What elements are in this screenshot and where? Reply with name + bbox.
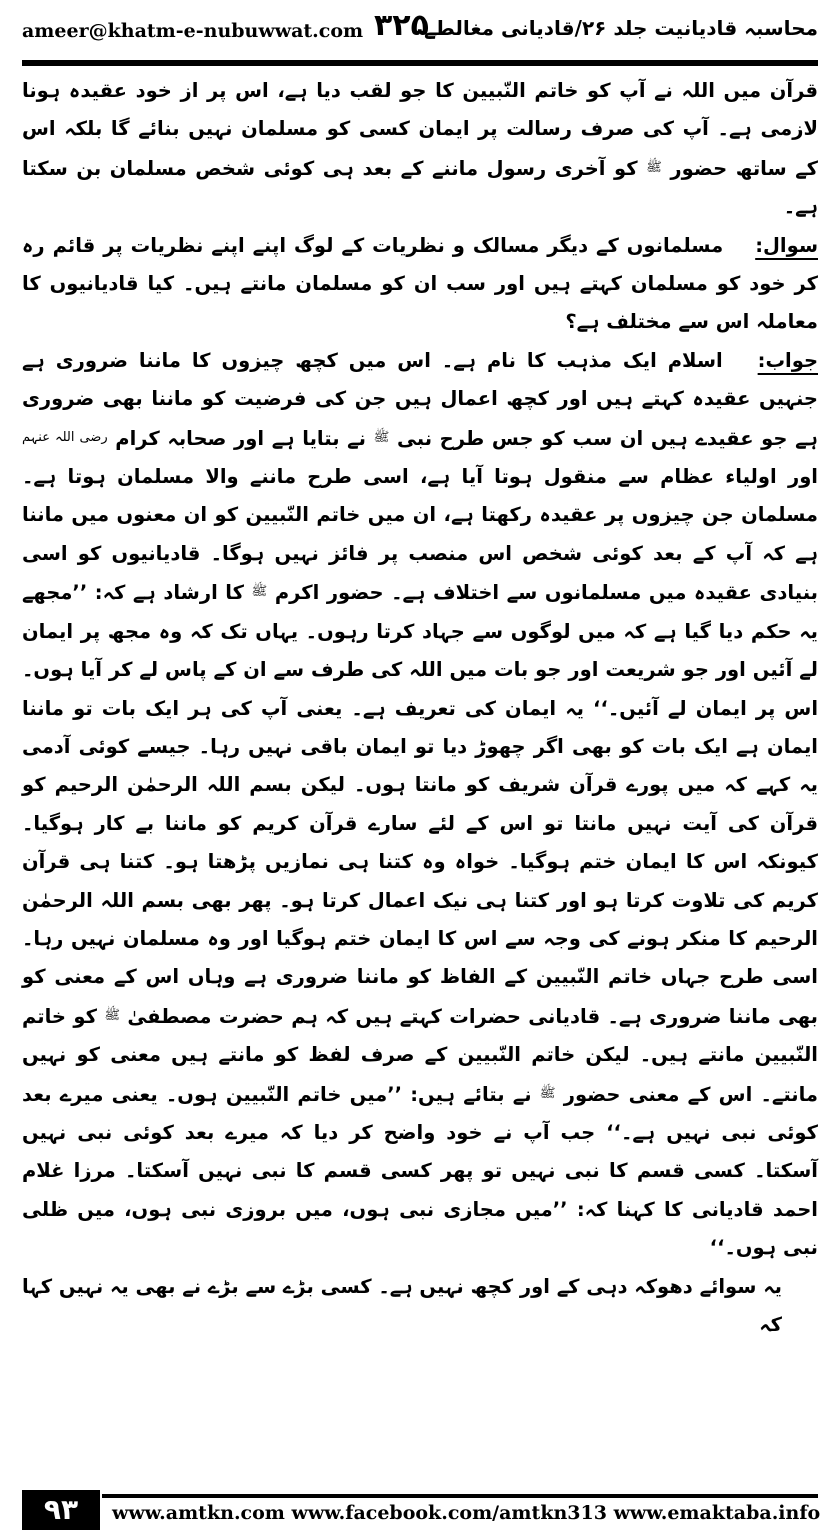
footer-links: www.amtkn.com www.facebook.com/amtkn313 www.emaktaba.info	[112, 1502, 821, 1524]
honorific-saw-icon: ﷺ	[104, 1007, 121, 1023]
question-paragraph	[22, 227, 818, 342]
question-label: سوال:	[755, 233, 818, 257]
honorific-saw-icon: ﷺ	[646, 159, 662, 175]
honorific-saw-icon: ﷺ	[373, 429, 390, 445]
header-page-number: ۳۲۵	[374, 8, 429, 43]
closing-line: یہ سوائے دھوکہ دہی کے اور کچھ نہیں ہے۔ کسی بڑے سے بڑے نے بھی یہ نہیں کہا کہ	[22, 1274, 782, 1336]
honorific-ra-icon: رضی اللہ عنہم	[22, 429, 108, 445]
running-title: محاسبہ قادیانیت جلد ۲۶/قادیانی مغالطے	[424, 16, 818, 40]
header-rule	[22, 60, 818, 66]
page-footer	[22, 1488, 821, 1534]
paragraph-intro: قرآن میں اللہ نے آپ کو خاتم النّبیین کا جو لقب دیا ہے، اس پر از خود عقیدہ ہونا لازمی ہے۔ آپ کی صرف رسالت پر ایمان کسی کو مسلمان نہیں بنائے گا بلکہ اس کے ساتھ حضور $^ﷺ$ کو آخری رسول ماننے کے بعد ہی کوئی شخص مسلمان بن سکتا ہے۔	[22, 79, 818, 219]
honorific-saw-icon: ﷺ	[539, 1085, 556, 1101]
footer-rule	[102, 1494, 818, 1498]
answer-label: جواب:	[757, 348, 818, 372]
page-header	[22, 6, 818, 54]
question-text: مسلمانوں کے دیگر مسالک و نظریات کے لوگ اپنے اپنے نظریات پر قائم رہ کر خود کو مسلمان کہتے ہیں اور سب ان کو مسلمان مانتے ہیں۔ کیا قادیانیوں کا معاملہ اس سے مختلف ہے؟	[22, 233, 818, 334]
footer-page-number: ۹۳	[22, 1490, 100, 1530]
header-email: ameer@khatm-e-nubuwwat.com	[22, 20, 364, 42]
body-text	[22, 72, 818, 1344]
answer-paragraph: جواب: اسلام ایک مذہب کا نام ہے۔ اس میں کچھ چیزوں کا ماننا ضروری ہے جنہیں عقیدہ کہتے ہیں اور کچھ اعمال ہیں جن کی فرضیت کو ماننا بھی ضروری ہے جو عقیدے ہیں ان سب کو جس طرح نبی $^ﷺ$ نے بتایا ہے اور صحابہ کرام $^{رضی اللہ عنہم}$ اور اولیاء عظام سے منقول ہوتا آیا ہے، اسی طرح ماننے والا مسلمان ہوتا ہے۔ مسلمان جن چیزوں پر عقیدہ رکھتا ہے، ان میں خاتم النّبیین کو ان معنوں میں ماننا ہے کہ آپ کے بعد کوئی شخص اس منصب پر فائز نہیں ہوگا۔ قادیانیوں کو اسی بنیادی عقیدہ میں مسلمانوں سے اختلاف ہے۔ حضور اکرم $^ﷺ$ کا ارشاد ہے کہ: ’’مجھے یہ حکم دیا گیا ہے کہ میں لوگوں سے جہاد کرتا رہوں۔ یہاں تک کہ وہ مجھ پر ایمان لے آئیں اور جو شریعت اور جو بات میں اللہ کی طرف سے ان کے پاس لے کر آیا ہوں۔ اس پر ایمان لے آئیں۔‘‘ یہ ایمان کی تعریف ہے۔ یعنی آپ کی ہر ایک بات تو ماننا ایمان ہے ایک بات کو بھی اگر چھوڑ دیا تو ایمان باقی نہیں رہا۔ جیسے کوئی آدمی یہ کہے کہ میں پورے قرآن شریف کو مانتا ہوں۔ لیکن بسم اللہ الرحمٰن الرحیم کو قرآن کی آیت نہیں مانتا تو اس کے لئے سارے قرآن کریم کو ماننا بے کار ہوگیا۔ کیونکہ اس کا ایمان ختم ہوگیا۔ خواہ وہ کتنا ہی نمازیں پڑھتا ہو۔ کتنا ہی قرآن کریم کی تلاوت کرتا ہو اور کتنا ہی نیک اعمال کرتا ہو۔ پھر بھی بسم اللہ الرحمٰن الرحیم کا منکر ہونے کی وجہ سے اس کا ایمان ختم ہوگیا اور وہ مسلمان نہیں رہا۔ اسی طرح جہاں خاتم النّبیین کے الفاظ کو ماننا ضروری ہے وہاں اس کے معنی کو بھی ماننا ضروری ہے۔ قادیانی حضرات کہتے ہیں کہ ہم حضرت مصطفیٰ $^ﷺ$ کو خاتم النّبیین مانتے ہیں۔ لیکن خاتم النّبیین کے صرف لفظ کو مانتے ہیں معنی کو نہیں مانتے۔ اس کے معنی حضور $^ﷺ$ نے بتائے ہیں: ’’میں خاتم النّبیین ہوں۔ یعنی میرے بعد کوئی نبی نہیں ہے۔‘‘ جب آپ نے خود واضح کر دیا کہ میرے بعد کوئی نبی نہیں آسکتا۔ کسی قسم کا نبی نہیں تو پھر کسی قسم کا نبی نہیں آسکتا۔ مرزا غلام احمد قادیانی کا کہنا کہ: ’’میں مجازی نبی ہوں، میں بروزی نبی ہوں، میں ظلی نبی ہوں۔‘‘	[22, 348, 819, 1260]
honorific-saw-icon: ﷺ	[251, 584, 268, 600]
